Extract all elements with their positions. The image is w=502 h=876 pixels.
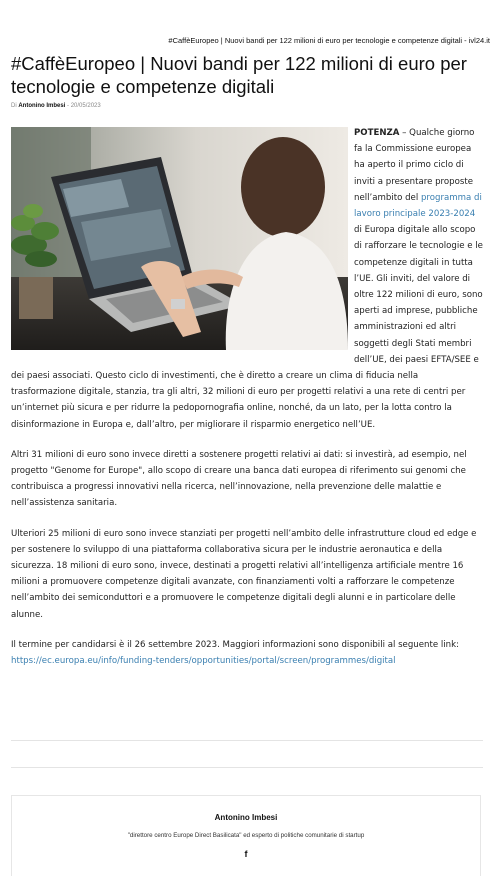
article-meta <box>11 103 101 109</box>
divider <box>11 767 483 768</box>
article-body <box>11 125 483 683</box>
work-programme-link[interactable]: programma di lavoro principale 2023-2024 <box>354 192 482 220</box>
dateline: POTENZA <box>354 128 400 138</box>
meta-separator: - <box>67 103 70 109</box>
paragraph-4-text: Il termine per candidarsi è il 26 settembre 2023. Maggiori informazioni sono disponibili al seguente link: <box>11 639 459 650</box>
facebook-icon[interactable]: f <box>244 849 248 859</box>
byline-prefix: Di <box>11 103 17 109</box>
paragraph-1-text-b: di Europa digitale allo scopo di rafforzare le tecnologie e le competenze digitali in tutta l’UE. Gli inviti, del valore di oltre 122 milioni di euro, sono aperti ad imprese, pubbliche amministrazioni ed altri soggetti degli Stati membri dell’UE, dei paesi EFTA/SEE e dei paesi associati. Questo ciclo di investimenti, che è diretto a creare un clima di fiducia nella trasformazione digitale, stanzia, tra gli altri, 32 milioni di euro per progetti relativi a una rete di centri per un’internet più sicura e per ridurre la pedopornografia online, nonché, da un lato, per la lotta contro la disinformazione in Europa e, dall’altro, per migliorare il risparmio energetico nell’UE. <box>11 225 483 430</box>
paragraph-2: Altri 31 milioni di euro sono invece diretti a sostenere progetti relativi ai dati: si investirà, ad esempio, nel progetto "Genome for Europe", allo scopo di creare una banca dati europea di riferimento sui genomi che contribuisca a progressi innovativi nella ricerca, nell’innovazione, nella prevenzione delle malattie e nell’assistenza sanitaria. <box>11 449 467 509</box>
divider <box>11 740 483 741</box>
paragraph-4 <box>11 637 483 669</box>
publish-date: 20/05/2023 <box>70 103 101 109</box>
paragraph-1-text-a: – Qualche giorno fa la Commissione europea ha aperto il primo ciclo di inviti a presentare proposte nell’ambito del <box>354 128 475 203</box>
author-box <box>11 795 481 876</box>
funding-portal-link[interactable]: https://ec.europa.eu/info/funding-tenders/opportunities/portal/screen/programmes/digital <box>11 656 396 667</box>
author-box-bio: "direttore centro Europe Direct Basilicata" ed esperto di politiche comunitarie di startup <box>127 832 365 839</box>
paragraph-3: Ulteriori 25 milioni di euro sono invece stanziati per progetti nell’ambito delle infrastrutture cloud ed edge e per sostenere lo sviluppo di una piattaforma collaborativa sicura per le industrie aeronautica e della sicurezza. 18 milioni di euro sono, invece, destinati a progetti relativi all’intelligenza artificiale mentre 16 milioni a promuovere competenze digitali avanzate, con finanziamenti volti a rafforzare le competenze nell’ambito dei semiconduttori e a promuovere le competenze digitali degli alunni e in particolare delle alunne. <box>11 528 477 620</box>
article-title: #CaffèEuropeo | Nuovi bandi per 122 milioni di euro per tecnologie e competenze digitali <box>11 53 467 97</box>
site-title-bar: #CaffèEuropeo | Nuovi bandi per 122 milioni di euro per tecnologie e competenze digitali - ivl24.it <box>168 36 490 45</box>
author-box-name[interactable]: Antonino Imbesi <box>214 813 278 822</box>
author-link[interactable]: Antonino Imbesi <box>18 103 66 109</box>
image-float-spacer <box>11 125 354 358</box>
